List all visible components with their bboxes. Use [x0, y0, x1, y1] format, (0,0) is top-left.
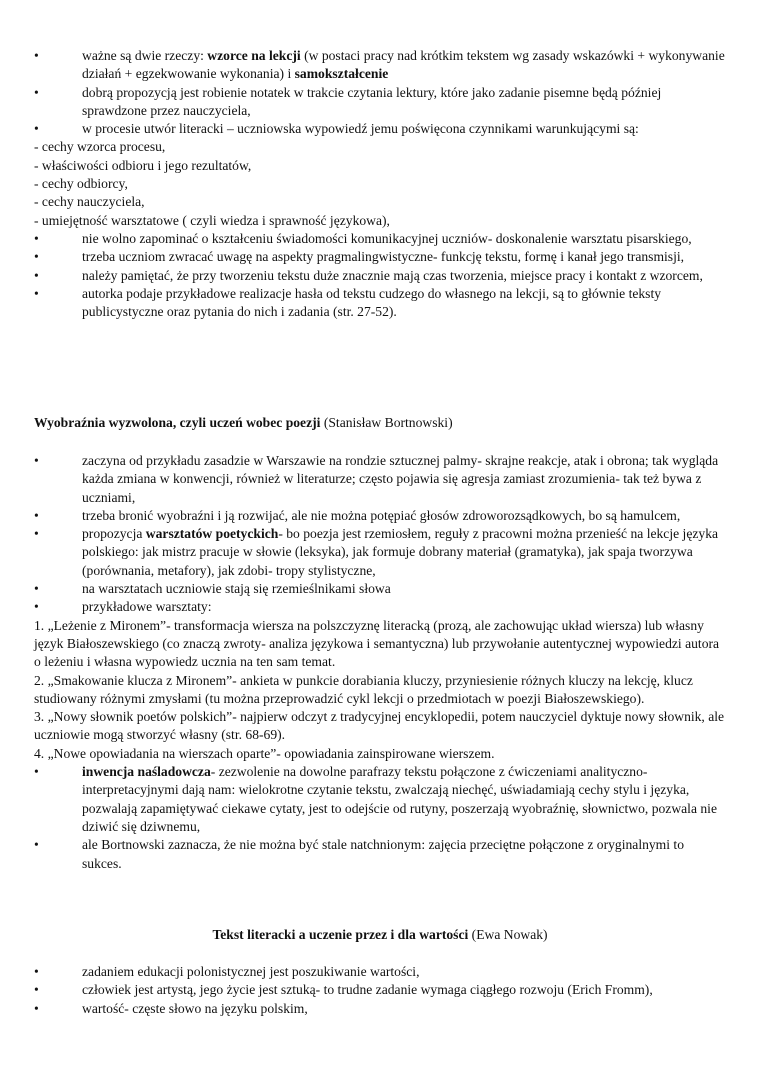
- text-run: 3. „Nowy słownik poetów polskich”- najpierw odczyt z tradycyjnej encyklopedii, potem nauczyciel dyktuje nowy słownik, ale uczniowie mogą stworzyć własny (str. 68-69).: [34, 709, 725, 743]
- text-run: zadaniem edukacji polonistycznej jest poszukiwanie wartości,: [82, 964, 420, 979]
- bullet-icon: •: [34, 964, 39, 979]
- list-line: [34, 212, 726, 230]
- bullet-item: [34, 507, 726, 525]
- list-line: [34, 745, 726, 763]
- bullet-icon: •: [34, 507, 39, 523]
- bullet-item: [34, 84, 726, 121]
- text-run: w procesie utwór literacki – uczniowska wypowiedź jemu poświęcona czynnikami warunkującymi są:: [82, 121, 639, 137]
- text-run: - bo poezja jest rzemiosłem, reguły z pracowni można przenieść na lekcje języka polskiego: jak mistrz pracuje w słowie (leksyka), jak formuje dobrany materiał (gramatyka), jak spaja tworzywa (porównania, metafory), jak zdobi- tropy stylistyczne,: [82, 526, 719, 578]
- list-line: [34, 617, 726, 672]
- text-run: 1. „Leżenie z Mironem”- transformacja wiersza na polszczyznę literacką (prozą, ale zachowując układ wiersza) lub własny język Białoszewskiego (co znaczą zwroty- analiza językowa i semantyczna) lub przywołanie autentycznej wypowiedzi autora o leżeniu i własna wypowiedz ucznia na ten sam temat.: [34, 617, 720, 670]
- list-line: [34, 193, 726, 211]
- text-run: trzeba bronić wyobraźni i ją rozwijać, ale nie można potępiać głosów zdroworozsądkowych, bo są hamulcem,: [82, 507, 681, 523]
- bullet-item: [34, 598, 726, 616]
- bold-text: samokształcenie: [294, 66, 389, 82]
- section-2-title: Wyobraźnia wyzwolona, czyli uczeń wobec poezji: [34, 415, 321, 430]
- bullet-icon: •: [34, 982, 39, 998]
- bold-text: wzorce na lekcji: [207, 48, 301, 63]
- list-line: [34, 708, 726, 745]
- bullet-icon: •: [34, 526, 39, 542]
- bullet-icon: •: [34, 764, 39, 780]
- bullet-item: [34, 267, 726, 285]
- bullet-icon: •: [34, 230, 39, 246]
- text-run: dobrą propozycją jest robienie notatek w trakcie czytania lektury, które jako zadanie pisemne będą później sprawdzone przez nauczyciela,: [82, 84, 662, 118]
- list-line: [34, 175, 726, 193]
- bullet-icon: •: [34, 1000, 39, 1016]
- section-3-title: Tekst literacki a uczenie przez i dla wartości: [212, 927, 469, 942]
- bullet-item: [34, 452, 726, 507]
- bullet-item: [34, 120, 726, 138]
- text-run: przykładowe warsztaty:: [82, 599, 212, 615]
- bold-text: warsztatów poetyckich: [145, 526, 279, 542]
- bullet-icon: •: [34, 581, 39, 597]
- section-3-list: [34, 963, 726, 1018]
- bullet-icon: •: [34, 249, 39, 265]
- text-run: ważne są dwie rzeczy:: [82, 48, 208, 63]
- text-run: - właściwości odbioru i jego rezultatów,: [34, 157, 252, 173]
- section-2-author: (Stanisław Bortnowski): [320, 415, 453, 430]
- text-run: wartość- częste słowo na języku polskim,: [82, 1000, 308, 1016]
- text-run: - cechy nauczyciela,: [34, 194, 145, 210]
- text-run: zaczyna od przykładu zasadzie w Warszawie na rondzie sztucznej palmy- skrajne reakcje, atak i obrona; tak wygląda każda zmiana w konwencji, również w literaturze; często pojawia się agresja zamiast zrozumienia- tak też bywa z uczniami,: [82, 453, 719, 505]
- bullet-icon: •: [34, 48, 39, 63]
- text-run: - cechy odbiorcy,: [34, 176, 128, 192]
- bullet-icon: •: [34, 453, 39, 468]
- bullet-item: [34, 763, 726, 836]
- text-run: autorka podaje przykładowe realizacje hasła od tekstu cudzego do własnego na lekcji, są to głównie teksty publicystyczne oraz pytania do nich i zadania (str. 27-52).: [82, 285, 662, 320]
- bullet-item: [34, 1000, 726, 1018]
- list-line: [34, 157, 726, 175]
- section-1-list: [34, 47, 726, 321]
- bullet-icon: •: [34, 121, 39, 137]
- text-run: (w postaci pracy nad krótkim tekstem wg zasady wskazówki + wykonywanie działań + egzekwowanie wykonania) i: [82, 48, 725, 82]
- bullet-icon: •: [34, 285, 39, 301]
- text-run: 4. „Nowe opowiadania na wierszach oparte”- opowiadania zainspirowane wierszem.: [34, 745, 495, 761]
- bullet-icon: •: [34, 599, 39, 615]
- list-line: [34, 672, 726, 709]
- bullet-item: [34, 248, 726, 266]
- bold-text: inwencja naśladowcza: [82, 764, 211, 780]
- bullet-item: [34, 525, 726, 580]
- text-run: - zezwolenie na dowolne parafrazy tekstu połączone z ćwiczeniami analityczno-interpretacyjnymi dają nam: wielokrotne czytanie tekstu, zwalczają niechęć, uświadamiają cechy stylu i języka, pozwalają zapamiętywać ciekawe cytaty, jest to odejście od rutyny, poszerzają wyobraźnię, słownictwo, pozwala nie dziwić się dziwnemu,: [82, 764, 717, 834]
- text-run: propozycja: [82, 526, 146, 542]
- text-run: 2. „Smakowanie klucza z Mironem”- ankieta w punkcie dorabiania kluczy, przyniesienie różnych kluczy na lekcję, klucz studiowany różnymi zmysłami (tu można przeprowadzić cykl lekcji o przedmiotach w poezji Białoszewskiego).: [34, 672, 693, 706]
- section-2-list: [34, 452, 726, 873]
- text-run: nie wolno zapominać o kształceniu świadomości komunikacyjnej uczniów- doskonalenie warsztatu pisarskiego,: [82, 230, 692, 246]
- bullet-item: [34, 230, 726, 248]
- bullet-item: [34, 836, 726, 873]
- bullet-icon: •: [34, 267, 39, 283]
- bullet-item: [34, 963, 726, 981]
- text-run: trzeba uczniom zwracać uwagę na aspekty pragmalingwistyczne- funkcję tekstu, formę i kanał jego transmisji,: [82, 249, 685, 265]
- text-run: człowiek jest artystą, jego życie jest sztuką- to trudne zadanie wymaga ciągłego rozwoju (Erich Fromm),: [82, 982, 653, 998]
- text-run: - umiejętność warsztatowe ( czyli wiedza i sprawność językowa),: [34, 212, 390, 228]
- bullet-icon: •: [34, 84, 39, 100]
- bullet-item: [34, 981, 726, 999]
- bullet-item: [34, 285, 726, 322]
- bullet-item: [34, 580, 726, 598]
- section-3-heading: [34, 926, 726, 944]
- text-run: - cechy wzorca procesu,: [34, 139, 166, 155]
- bullet-icon: •: [34, 837, 39, 853]
- text-run: ale Bortnowski zaznacza, że nie można być stale natchnionym: zajęcia przeciętne połączone z oryginalnymi to sukces.: [82, 837, 685, 871]
- list-line: [34, 138, 726, 156]
- section-2-heading: [34, 414, 726, 432]
- text-run: należy pamiętać, że przy tworzeniu tekstu duże znacznie mają czas tworzenia, miejsce pracy i kontakt z wzorcem,: [82, 267, 703, 283]
- text-run: na warsztatach uczniowie stają się rzemieślnikami słowa: [82, 581, 391, 597]
- bullet-item: [34, 47, 726, 84]
- section-3-author: (Ewa Nowak): [468, 927, 548, 942]
